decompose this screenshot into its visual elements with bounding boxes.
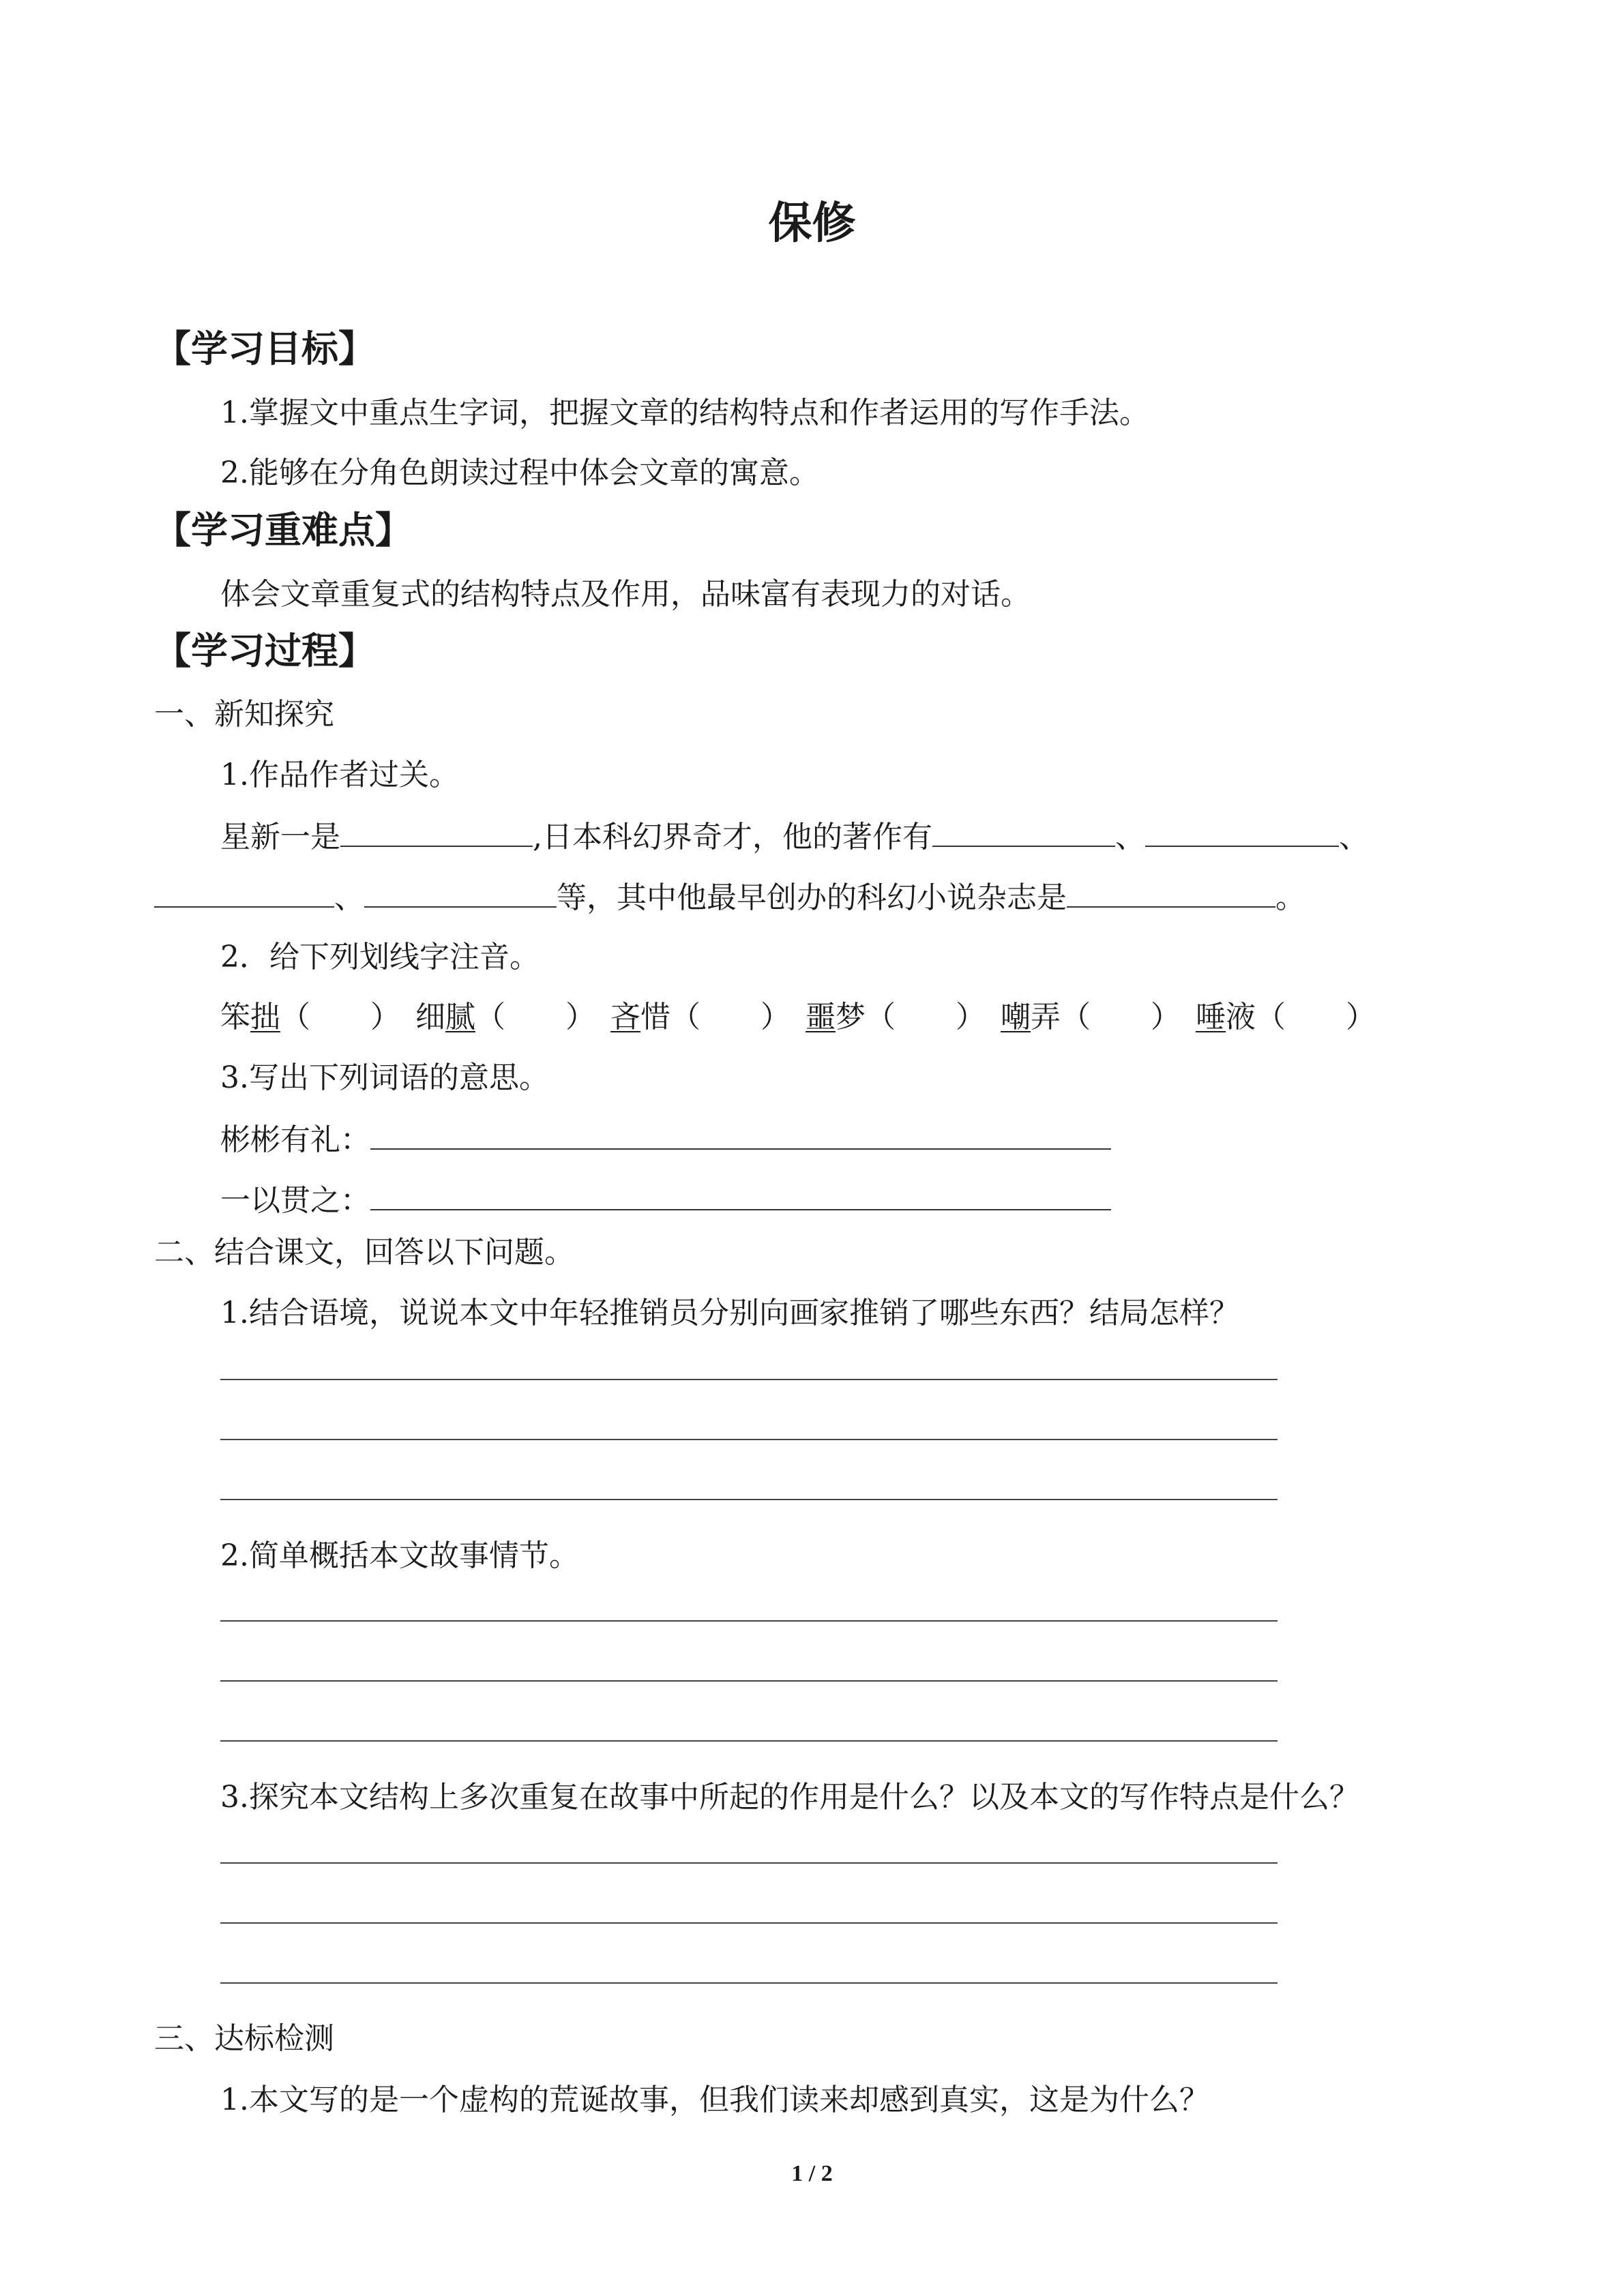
part2-heading: 二、结合课文，回答以下问题。 [154,1235,574,1270]
part1-heading: 一、新知探究 [154,697,334,732]
q3-label: 3.写出下列词语的意思。 [220,1060,549,1095]
fill-blank[interactable] [364,876,557,908]
text: 、 [1115,820,1145,854]
term-definition [220,1179,1111,1221]
term-label: 一以贯之： [220,1183,370,1218]
question: 2.简单概括本文故事情节。 [220,1538,579,1573]
term-label: 彬彬有礼： [220,1122,370,1157]
text: ,日本科幻界奇才，他的著作有 [533,820,932,854]
question: 1.结合语境，说说本文中年轻推销员分别向画家推销了哪些东西？结局怎样？ [220,1296,1239,1330]
section-heading-process: 【学习过程】 [154,629,375,672]
answer-line[interactable] [220,1379,1278,1380]
focus-text: 体会文章重复式的结构特点及作用，品味富有表现力的对话。 [220,577,1031,612]
page-number: 1 / 2 [791,2161,833,2186]
answer-line[interactable] [220,1499,1278,1500]
answer-line[interactable] [220,1982,1278,1984]
part3-heading: 三、达标检测 [154,2021,334,2056]
section-heading-focus: 【学习重难点】 [154,509,412,552]
answer-line[interactable] [220,1680,1278,1682]
page-title: 保修 [768,198,856,249]
author-line-1 [220,816,1369,858]
answer-line[interactable] [220,1620,1278,1622]
text: 。 [1275,880,1305,915]
question: 3.探究本文结构上多次重复在故事中所起的作用是什么？以及本文的写作特点是什么？ [220,1780,1359,1815]
text: 、 [1339,820,1369,854]
text: 星新一是 [220,820,340,854]
question: 1.本文写的是一个虚构的荒诞故事，但我们读来却感到真实，这是为什么？ [220,2083,1209,2117]
q2-label: 2．给下列划线字注音。 [220,940,540,974]
pinyin-item: 笨拙（ ） [220,1000,400,1034]
fill-blank[interactable] [154,876,334,908]
answer-line[interactable] [370,1179,1111,1210]
fill-blank[interactable] [1067,876,1275,908]
goal-item: 2.能够在分角色朗读过程中体会文章的寓意。 [220,456,819,490]
answer-line[interactable] [370,1118,1111,1150]
pinyin-item: 吝惜（ ） [610,1000,791,1034]
pinyin-row [220,997,1376,1038]
pinyin-item: 细腻（ ） [415,1000,595,1034]
fill-blank[interactable] [1145,816,1339,847]
pinyin-item: 噩梦（ ） [806,1000,986,1034]
term-definition [220,1118,1111,1161]
answer-line[interactable] [220,1922,1278,1924]
q1-label: 1.作品作者过关。 [220,758,459,792]
author-line-2 [154,876,1305,919]
text: 、 [334,880,364,915]
answer-line[interactable] [220,1439,1278,1440]
pinyin-item: 嘲弄（ ） [1001,1000,1181,1034]
pinyin-item: 唾液（ ） [1196,1000,1376,1034]
fill-blank[interactable] [340,816,533,847]
goal-item: 1.掌握文中重点生字词，把握文章的结构特点和作者运用的写作手法。 [220,396,1149,430]
fill-blank[interactable] [932,816,1115,847]
answer-line[interactable] [220,1862,1278,1864]
text: 等，其中他最早创办的科幻小说杂志是 [557,880,1067,915]
answer-line[interactable] [220,1740,1278,1742]
section-heading-goals: 【学习目标】 [154,327,375,370]
